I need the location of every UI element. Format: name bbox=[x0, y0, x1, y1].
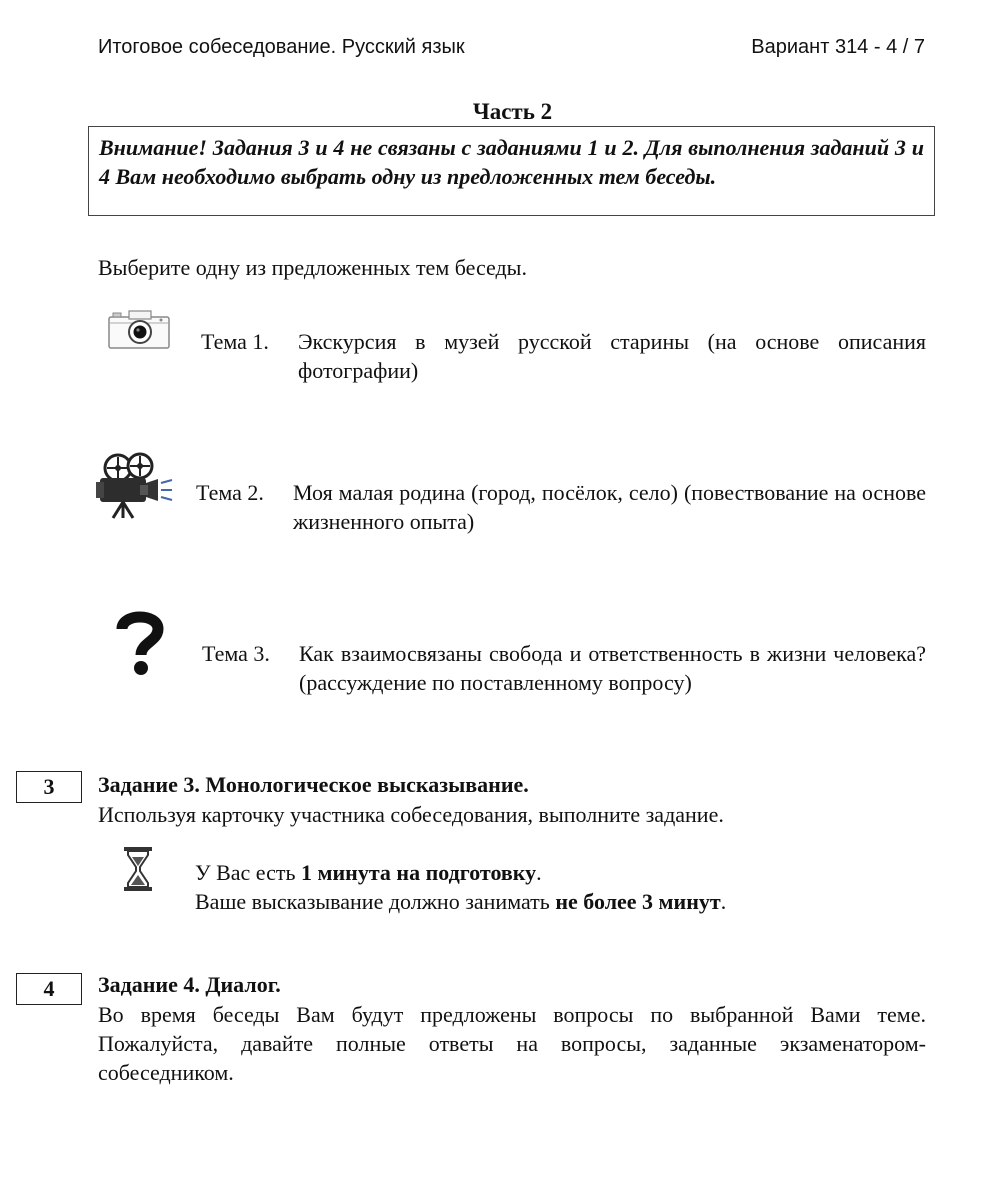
hourglass-icon bbox=[123, 846, 153, 892]
topic-1 bbox=[201, 327, 926, 387]
part-title: Часть 2 bbox=[472, 99, 553, 124]
film-projector-icon bbox=[96, 452, 174, 520]
speech-time-line: Ваше высказывание должно занимать не более 3 минут. bbox=[195, 889, 727, 914]
topic-3-text: Как взаимосвязаны свобода и ответственность в жизни человека? (рассуждение по поставленному вопросу) bbox=[299, 641, 926, 695]
topic-2-label: Тема 2. bbox=[196, 480, 264, 505]
task-4-text: Во время беседы Вам будут предложены вопросы по выбранной Вами теме. Пожалуйста, давайте полные ответы на вопросы, заданные экзаменатором-собеседником. bbox=[98, 1002, 926, 1085]
prep-time-line: У Вас есть 1 минута на подготовку. bbox=[195, 860, 542, 885]
header-title: Итоговое собеседование. Русский язык bbox=[98, 36, 465, 58]
task-4-number-box: 4 bbox=[16, 973, 82, 1005]
question-mark-icon bbox=[113, 609, 167, 677]
topic-1-label: Тема 1. bbox=[201, 329, 269, 354]
task-4-title: Задание 4. Диалог. bbox=[98, 972, 281, 997]
topic-3 bbox=[202, 639, 926, 699]
task-3-number-box: 3 bbox=[16, 771, 82, 803]
topic-1-text: Экскурсия в музей русской старины (на основе описания фотографии) bbox=[298, 329, 926, 383]
speech-time: не более 3 минут bbox=[555, 889, 721, 914]
topic-2-text: Моя малая родина (город, посёлок, село) (повествование на основе жизненного опыта) bbox=[293, 480, 926, 534]
attention-notice: Внимание! Задания 3 и 4 не связаны с заданиями 1 и 2. Для выполнения заданий 3 и 4 Вам необходимо выбрать одну из предложенных тем беседы. bbox=[88, 126, 935, 216]
task-3-text: Используя карточку участника собеседования, выполните задание. bbox=[98, 802, 724, 827]
topic-2 bbox=[196, 478, 926, 538]
camera-icon bbox=[108, 309, 170, 349]
header-variant: Вариант 314 - 4 / 7 bbox=[751, 36, 925, 58]
choose-topic-instruction: Выберите одну из предложенных тем беседы. bbox=[98, 255, 527, 280]
topic-3-label: Тема 3. bbox=[202, 641, 270, 666]
prep-time: 1 минута на подготовку bbox=[301, 860, 537, 885]
task-3-timing bbox=[195, 858, 726, 916]
task-3-title: Задание 3. Монологическое высказывание. bbox=[98, 772, 529, 797]
